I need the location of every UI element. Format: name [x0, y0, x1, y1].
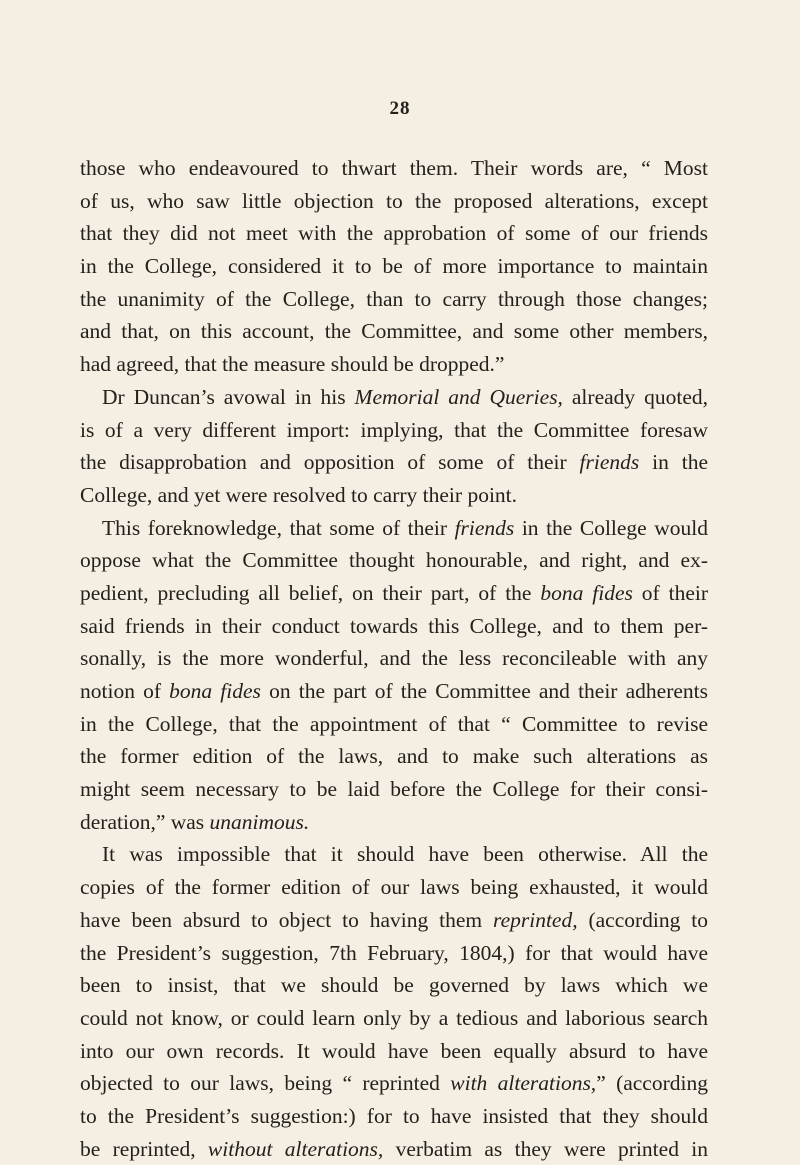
text-line — [80, 1133, 708, 1165]
text-run: deration,” was — [80, 809, 210, 834]
text-line — [80, 806, 708, 839]
page-number: 28 — [389, 98, 411, 119]
text-run: This foreknowledge, that some of their — [102, 515, 455, 540]
italic-run: reprinted, — [493, 907, 578, 932]
body-text — [80, 152, 708, 1165]
text-run: in the College would — [514, 515, 708, 540]
text-run: ” (according — [596, 1071, 708, 1096]
text-line — [80, 1002, 708, 1035]
text-line — [80, 577, 708, 610]
text-run: already quoted, — [562, 384, 708, 409]
text-line — [80, 675, 708, 708]
text-line — [80, 838, 708, 871]
text-run: the former edition of the laws, and to make such alterations as — [80, 744, 708, 769]
text-line — [80, 1067, 708, 1100]
italic-run: unanimous. — [209, 809, 310, 834]
text-line — [80, 642, 708, 675]
italic-run: friends — [579, 450, 640, 475]
italic-run: bona fides — [169, 679, 261, 703]
text-run: objected to our laws, being “ reprinted — [80, 1071, 451, 1096]
text-run: in the College, considered it to be of more importance to maintain — [80, 254, 708, 279]
text-line — [80, 381, 708, 414]
text-line — [80, 315, 708, 348]
text-run: have been absurd to object to having them — [80, 907, 493, 932]
text-run: might seem necessary to be laid before the College for their consi- — [80, 777, 708, 802]
text-run: sonally, is the more wonderful, and the less reconcileable with any — [80, 646, 708, 671]
italic-run: friends — [454, 515, 515, 540]
text-line — [80, 152, 708, 185]
text-line — [80, 414, 708, 447]
text-run: of their — [632, 580, 709, 605]
text-run: that they did not meet with the approbation of some of our friends — [80, 221, 708, 246]
text-line — [80, 348, 708, 381]
text-run: into our own records. It would have been equally absurd to have — [80, 1038, 708, 1063]
text-line — [80, 740, 708, 773]
italic-run: bona fides — [540, 580, 633, 605]
text-line — [80, 185, 708, 218]
text-line — [80, 446, 708, 479]
text-run: to the President’s suggestion:) for to have insisted that they should — [80, 1103, 708, 1128]
text-run: said friends in their conduct towards this College, and to them per- — [80, 613, 708, 638]
text-line — [80, 871, 708, 904]
text-run: in the — [639, 450, 708, 475]
text-run: the unanimity of the College, than to carry through those changes; — [80, 286, 708, 311]
text-run: and that, on this account, the Committee, and some other members, — [80, 319, 708, 344]
text-line — [80, 512, 708, 545]
text-run: in the College, that the appointment of that “ Committee to revise — [80, 711, 708, 736]
text-line — [80, 544, 708, 577]
text-line — [80, 969, 708, 1002]
text-line — [80, 283, 708, 316]
text-run: Dr Duncan’s avowal in his — [102, 384, 355, 409]
text-line — [80, 1100, 708, 1133]
text-run: copies of the former edition of our laws being exhausted, it would — [80, 875, 708, 900]
text-run: had agreed, that the measure should be dropped.” — [80, 352, 505, 377]
text-run: pedient, precluding all belief, on their part, of the — [80, 580, 541, 605]
text-line — [80, 937, 708, 970]
text-line — [80, 250, 708, 283]
text-run: the disapprobation and opposition of some of their — [80, 450, 580, 475]
text-run: is of a very different import: implying, that the Committee foresaw — [80, 417, 708, 442]
italic-run: with alterations, — [450, 1071, 597, 1096]
italic-run: Memorial and Queries, — [354, 384, 563, 409]
text-run: of us, who saw little objection to the proposed alterations, except — [80, 188, 708, 213]
text-run: notion of — [80, 679, 170, 703]
text-run: (according to — [577, 907, 708, 932]
text-line — [80, 479, 708, 512]
text-line — [80, 904, 708, 937]
text-run: the President’s suggestion, 7th February, 1804,) for that would have — [80, 940, 708, 965]
text-run: been to insist, that we should be governed by laws which we — [80, 973, 708, 998]
italic-run: without alterations, — [207, 1136, 384, 1161]
text-run: College, and yet were resolved to carry their point. — [80, 482, 518, 507]
text-run: It was impossible that it should have been otherwise. All the — [102, 842, 708, 867]
text-run: could not know, or could learn only by a tedious and laborious search — [80, 1005, 708, 1030]
text-line — [80, 773, 708, 806]
text-run: on the part of the Committee and their adherents — [260, 679, 708, 703]
text-run: be reprinted, — [80, 1136, 208, 1161]
text-run: oppose what the Committee thought honourable, and right, and ex- — [80, 548, 708, 573]
text-line — [80, 708, 708, 741]
text-run: those who endeavoured to thwart them. Their words are, “ Most — [80, 156, 708, 180]
text-line — [80, 1035, 708, 1068]
text-run: verbatim as they were printed in — [383, 1136, 708, 1161]
text-line — [80, 610, 708, 643]
text-line — [80, 217, 708, 250]
